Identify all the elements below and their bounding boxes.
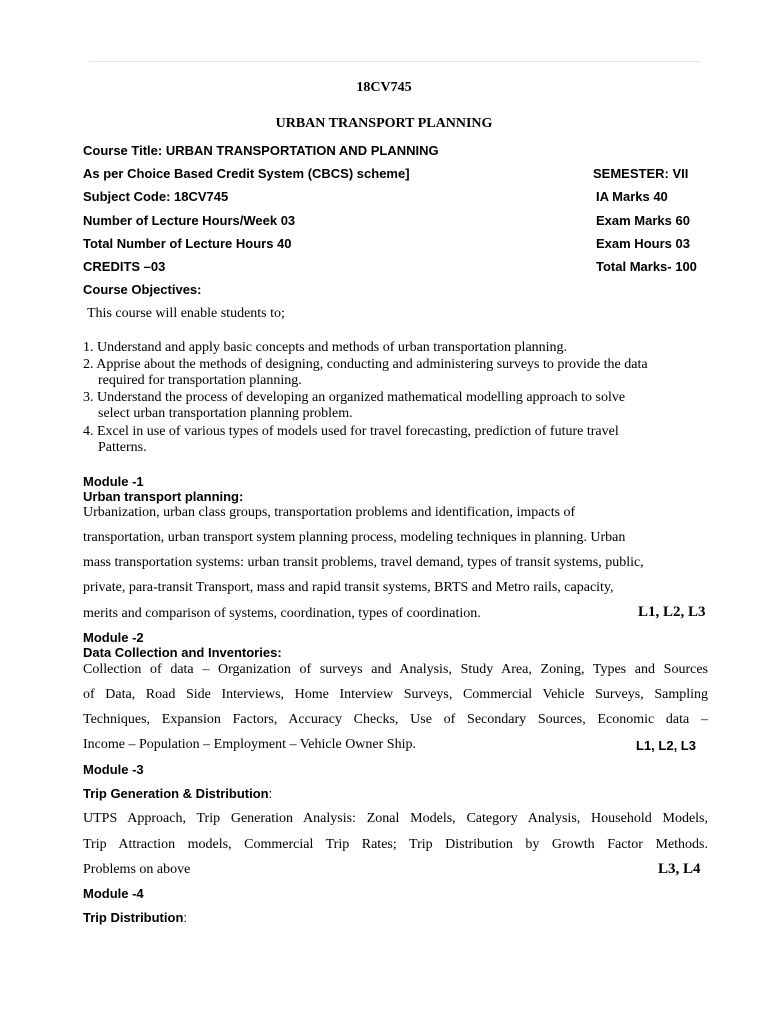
subject-code: Subject Code: 18CV745 (83, 189, 229, 204)
lecture-hours-week-row (83, 213, 713, 228)
objectives-intro: This course will enable students to; (87, 306, 285, 321)
course-title: Course Title: URBAN TRANSPORTATION AND PLANNING (83, 143, 439, 158)
module-heading-row (83, 910, 713, 925)
semester: SEMESTER: VII (593, 166, 689, 181)
objective-text: 3. Understand the process of developing an organized mathematical modelling approach to solve (83, 390, 626, 405)
module-heading: Trip Distribution (83, 910, 184, 925)
module-label: Module -3 (83, 762, 144, 777)
module-heading-colon: : (268, 786, 273, 801)
module-heading-colon: : (183, 910, 188, 925)
bloom-levels: L1, L2, L3 (636, 738, 696, 753)
objectives-heading: Course Objectives: (83, 282, 202, 297)
objective-item (83, 357, 648, 389)
ia-marks: IA Marks 40 (596, 189, 668, 204)
scheme-row (83, 166, 713, 181)
credits: CREDITS –03 (83, 259, 166, 274)
module-text-line: Trip Attraction models, Commercial Trip Rates; Trip Distribution by Growth Factor Methods. (83, 837, 708, 852)
objective-item (83, 340, 567, 356)
module-text-line: Collection of data – Organization of surveys and Analysis, Study Area, Zoning, Types and Sources (83, 662, 708, 677)
objective-item (83, 424, 619, 456)
objective-text-cont: Patterns. (98, 440, 147, 455)
module-text-line: Techniques, Expansion Factors, Accuracy Checks, Use of Secondary Sources, Economic data – (83, 712, 708, 727)
objective-text-cont: select urban transportation planning problem. (98, 406, 353, 421)
module-label: Module -2 (83, 630, 144, 645)
module-text-line: private, para-transit Transport, mass and rapid transit systems, BRTS and Metro rails, capacity, (83, 580, 614, 595)
module-heading: Urban transport planning: (83, 489, 244, 504)
total-lecture-hours-row (83, 236, 713, 251)
scheme: As per Choice Based Credit System (CBCS) scheme] (83, 166, 410, 181)
module-text-line: Problems on above (83, 862, 191, 877)
module-text-line: UTPS Approach, Trip Generation Analysis: Zonal Models, Category Analysis, Household Models, (83, 811, 708, 826)
bloom-levels: L3, L4 (658, 861, 701, 877)
exam-marks: Exam Marks 60 (596, 213, 690, 228)
subject-code-row (83, 189, 713, 204)
module-text-line: Income – Population – Employment – Vehicle Owner Ship. (83, 737, 416, 752)
module-heading: Trip Generation & Distribution (83, 786, 269, 801)
credits-row (83, 259, 713, 274)
module-heading-row (83, 786, 713, 801)
objective-text: 1. Understand and apply basic concepts and methods of urban transportation planning. (83, 340, 568, 355)
header-divider (90, 61, 700, 62)
module-text-line: merits and comparison of systems, coordination, types of coordination. (83, 606, 481, 621)
objective-text: 2. Apprise about the methods of designing, conducting and administering surveys to provide the data (83, 357, 648, 372)
module-label: Module -4 (83, 886, 144, 901)
lecture-hours-week: Number of Lecture Hours/Week 03 (83, 213, 296, 228)
page-title: URBAN TRANSPORT PLANNING (275, 116, 493, 131)
bloom-levels: L1, L2, L3 (638, 604, 706, 620)
objective-text-cont: required for transportation planning. (98, 373, 302, 388)
exam-hours: Exam Hours 03 (596, 236, 690, 251)
module-heading: Data Collection and Inventories: (83, 645, 282, 660)
objective-item (83, 390, 625, 422)
subject-code-header: 18CV745 (356, 80, 412, 95)
module-text-line: transportation, urban transport system planning process, modeling techniques in planning. Urban (83, 530, 626, 545)
module-text-line: mass transportation systems: urban transit problems, travel demand, types of transit systems, public, (83, 555, 644, 570)
module-text-line: of Data, Road Side Interviews, Home Interview Surveys, Commercial Vehicle Surveys, Sampling (83, 687, 708, 702)
objective-text: 4. Excel in use of various types of models used for travel forecasting, prediction of future travel (83, 424, 619, 439)
module-text-line: Urbanization, urban class groups, transportation problems and identification, impacts of (83, 505, 576, 520)
total-lecture-hours: Total Number of Lecture Hours 40 (83, 236, 292, 251)
total-marks: Total Marks- 100 (596, 259, 697, 274)
course-title-row (83, 143, 713, 158)
module-label: Module -1 (83, 474, 144, 489)
